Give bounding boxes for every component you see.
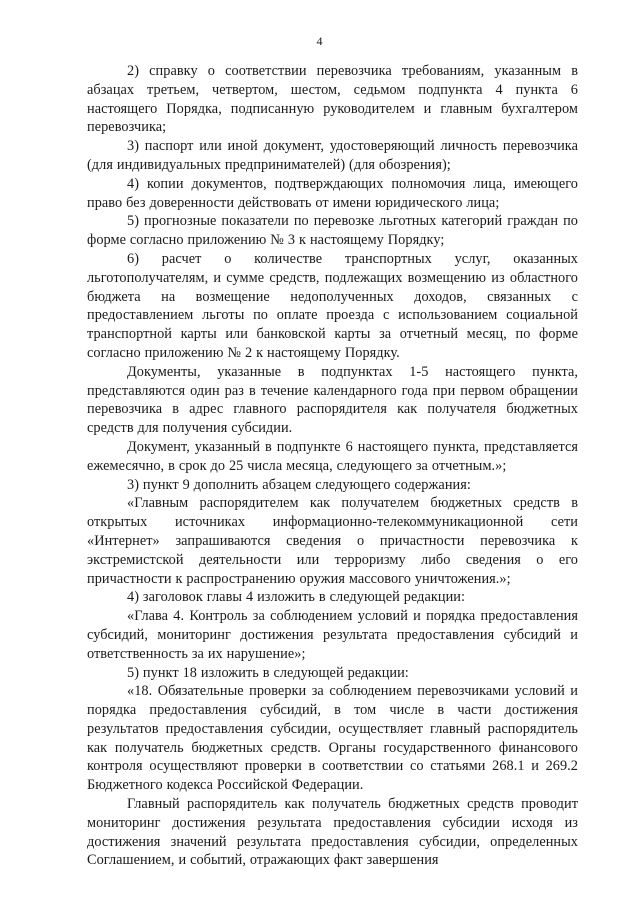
paragraph-item-2: 2) справку о соответствии перевозчика требованиям, указанным в абзацах третьем, четвертом, шестом, седьмом подпункта 4 пункта 6 настоящего Порядка, подписанную руководителем и главным бухгалтером перевозчика; [87,63,578,136]
paragraph-item-6: 6) расчет о количестве транспортных услуг, оказанных льготополучателям, и сумме средств, подлежащих возмещению из областного бюджета на возмещение недополученных доходов, связанных с предоставлением льготы по оплате проезда с использованием социальной транспортной карты или банковской карты за отчетный месяц, по форме согласно приложению № 2 к настоящему Порядку. [87,250,578,361]
paragraph-documents-1-5: Документы, указанные в подпунктах 1-5 настоящего пункта, представляются один раз в течение календарного года при первом обращении перевозчика в адрес главного распорядителя как получателя бюджетных средств для получения субсидии. [87,363,578,437]
paragraph-chapter-4-title: «Глава 4. Контроль за соблюдением условий и порядка предоставления субсидий, мониторинг достижения результата предоставления субсидий и ответственность за их нарушение»; [87,608,578,662]
paragraph-amendment-4: 4) заголовок главы 4 изложить в следующей редакции: [127,589,466,606]
document-body [87,62,578,870]
page-number: 4 [316,34,323,48]
paragraph-point-18: «18. Обязательные проверки за соблюдением перевозчиками условий и порядка предоставления субсидий, в том числе в части достижения результатов предоставления субсидии, осуществляет главный распорядитель как получатель бюджетных средств. Органы государственного финансового контроля осуществляют проверки в соответствии со статьями 268.1 и 269.2 Бюджетного кодекса Российской Федерации. [87,683,578,794]
paragraph-item-4: 4) копии документов, подтверждающих полномочия лица, имеющего право без доверенности действовать от имени юридического лица; [87,175,578,211]
paragraph-amendment-5: 5) пункт 18 изложить в следующей редакции: [127,664,409,681]
paragraph-amendment-3: 3) пункт 9 дополнить абзацем следующего содержания: [127,476,471,493]
paragraph-item-3: 3) паспорт или иной документ, удостоверяющий личность перевозчика (для индивидуальных предпринимателей) (для обозрения); [87,138,578,173]
paragraph-monitoring: Главный распорядитель как получатель бюджетных средств проводит мониторинг достижения результата предоставления субсидии исходя из достижения значений результата предоставления субсидии, определенных Соглашением, и событий, отражающих факт завершения [87,796,578,869]
paragraph-item-5: 5) прогнозные показатели по перевозке льготных категорий граждан по форме согласно приложению № 3 к настоящему Порядку; [87,213,578,249]
paragraph-document-6: Документ, указанный в подпункте 6 настоящего пункта, представляется ежемесячно, в срок до 25 числа месяца, следующего за отчетным.»; [87,438,578,474]
paragraph-amendment-3-text: «Главным распорядителем как получателем бюджетных средств в открытых источниках информационно-телекоммуникационной сети «Интернет» запрашиваются сведения о причастности перевозчика к экстремистской деятельности или терроризму либо сведения о его причастности к распространению оружия массового уничтожения.»; [87,495,578,587]
